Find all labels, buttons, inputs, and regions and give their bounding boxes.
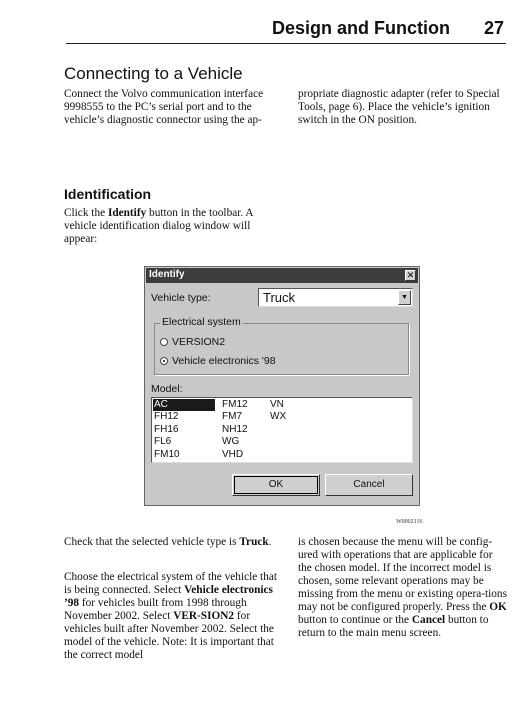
identify-keyword: Identify [107,207,147,219]
ok-button[interactable]: OK [232,474,320,496]
section-heading: Connecting to a Vehicle [64,64,243,83]
intro-paragraph-left: Connect the Volvo communication interface 9998555 to the PC’s serial port and to the vehicle’s diagnostic connector using the ap- [64,88,264,126]
list-item[interactable]: FL6 [154,436,172,448]
radio-vehicle-electronics-98[interactable]: Vehicle electronics '98 [160,355,276,367]
electrical-system-label: Electrical system [162,316,241,328]
page-number: 27 [483,18,504,38]
radio-off-icon [160,338,168,346]
identification-paragraph: Click the Identify button in the toolbar. A vehicle identification dialog window will appear: [64,207,253,245]
vehicle-type-select[interactable] [258,288,413,307]
list-item[interactable]: FH16 [154,423,179,435]
page-header [66,14,506,44]
list-item[interactable]: FH12 [154,411,179,423]
list-item[interactable]: VHD [222,448,244,460]
list-item[interactable]: FM10 [154,448,180,460]
close-icon[interactable]: ✕ [406,270,415,280]
check-paragraph: Check that the selected vehicle type is Truck. [64,536,272,548]
list-item[interactable]: WG [222,436,240,448]
list-item[interactable]: AC [153,399,215,411]
model-note-paragraph: is chosen because the menu will be config-ured with operations that are applicable for the chosen model. If the incorrect model is chosen, some relevant operations may be missing from the menu or existing opera-tions may not be configured properly. Press the OK button to continue or the Cancel button to return to the main menu screen. [298,536,507,639]
radio-version2[interactable]: VERSION2 [160,336,225,348]
model-column-3 [269,399,286,424]
list-item[interactable]: NH12 [222,423,248,435]
intro-paragraph-right: propriate diagnostic adapter (refer to Special Tools, page 6). Place the vehicle’s ignition switch in the ON position. [298,88,500,126]
vehicle-type-label: Vehicle type: [151,292,211,304]
model-list[interactable] [151,397,413,463]
cancel-button[interactable]: Cancel [325,474,413,496]
model-column-1 [153,399,215,461]
vehicle-type-value: Truck [263,290,296,305]
dialog-title: Identify [149,269,185,280]
electrical-system-group [154,316,409,375]
list-item[interactable]: WX [270,411,287,423]
figure-code: W0002116 [396,519,423,525]
chapter-title: Design and Function [272,18,450,38]
chevron-down-icon[interactable]: ▼ [398,290,411,305]
dialog-titlebar [146,268,418,283]
identify-dialog [144,266,420,506]
subsection-heading: Identification [64,186,152,202]
model-column-2 [221,399,248,461]
radio-on-icon [160,357,168,365]
model-label: Model: [151,383,183,395]
list-item[interactable]: FM7 [222,411,242,423]
electrical-paragraph: Choose the electrical system of the vehicle that is being connected. Select Vehicle electronics ’98 for vehicles built from 1998 through November 2002. Select VER-SION2 for vehicles built after November 2002. Select the model of the vehicle. Note: It is important that the correct model [64,571,277,661]
list-item[interactable]: VN [270,399,284,410]
list-item[interactable]: FM12 [222,399,248,410]
